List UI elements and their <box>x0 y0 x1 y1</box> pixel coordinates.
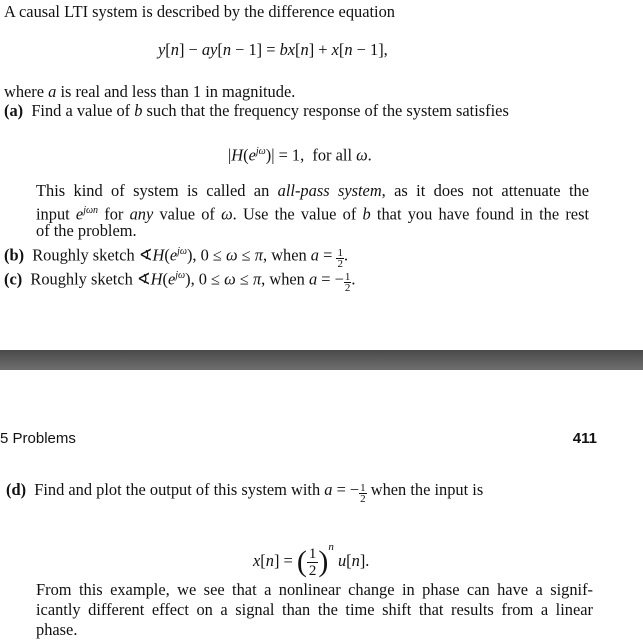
part-b-label: (b) <box>4 245 25 265</box>
part-d-label: (d) <box>6 480 27 499</box>
page-divider <box>0 350 643 370</box>
part-d-statement: (d) Find and plot the output of this system with a = − $\frac{1}{2}$ when the input is <box>6 480 484 505</box>
running-header-left: 5 Problems <box>0 430 76 447</box>
closing-line-1: From this example, we see that a nonlinear change in phase can have a signif- <box>36 580 593 599</box>
where-line: where a is real and less than 1 in magnitude. <box>4 82 296 101</box>
part-a-statement: (a) Find a value of b such that the frequency response of the system satisfies <box>4 101 509 120</box>
allpass-para-line-1: This kind of system is called an all-pass system, as it does not attenuate the <box>36 181 589 200</box>
part-c-statement: (c) Roughly sketch $∢H(e^{j\omega})$, 0 ≤ ω ≤ π, when a = − $\frac{1}{2}$ . <box>4 269 356 295</box>
page-bottom <box>0 370 643 637</box>
part-d-equation: x[n] = ( $\frac{1}{2})^n$ u[n]. <box>253 541 370 579</box>
part-c-label: (c) <box>4 269 23 289</box>
difference-equation: y[n] − ay[n − 1] = bx[n] + x[n − 1], <box>158 40 388 59</box>
part-b-statement: (b) Roughly sketch $∢H(e^{j\omega})$, 0 ≤ ω ≤ π, when a = $\frac{1}{2}$ . <box>4 245 349 271</box>
allpass-para-line-3: of the problem. <box>36 221 137 240</box>
closing-line-2: icantly different effect on a signal than the time shift that results from a linear <box>36 600 593 619</box>
intro-text: A causal LTI system is described by the difference equation <box>4 2 395 21</box>
page-number: 411 <box>572 430 597 447</box>
part-a-equation: $|H(e^{j\omega})| = 1$, for all ω. <box>228 145 372 165</box>
closing-line-3: phase. <box>36 620 78 639</box>
part-a-label: (a) <box>4 101 24 120</box>
allpass-para-line-2: input $e^{j\omega n}$ for any value of ω. Use the value of b that you have found in the rest <box>36 204 590 224</box>
